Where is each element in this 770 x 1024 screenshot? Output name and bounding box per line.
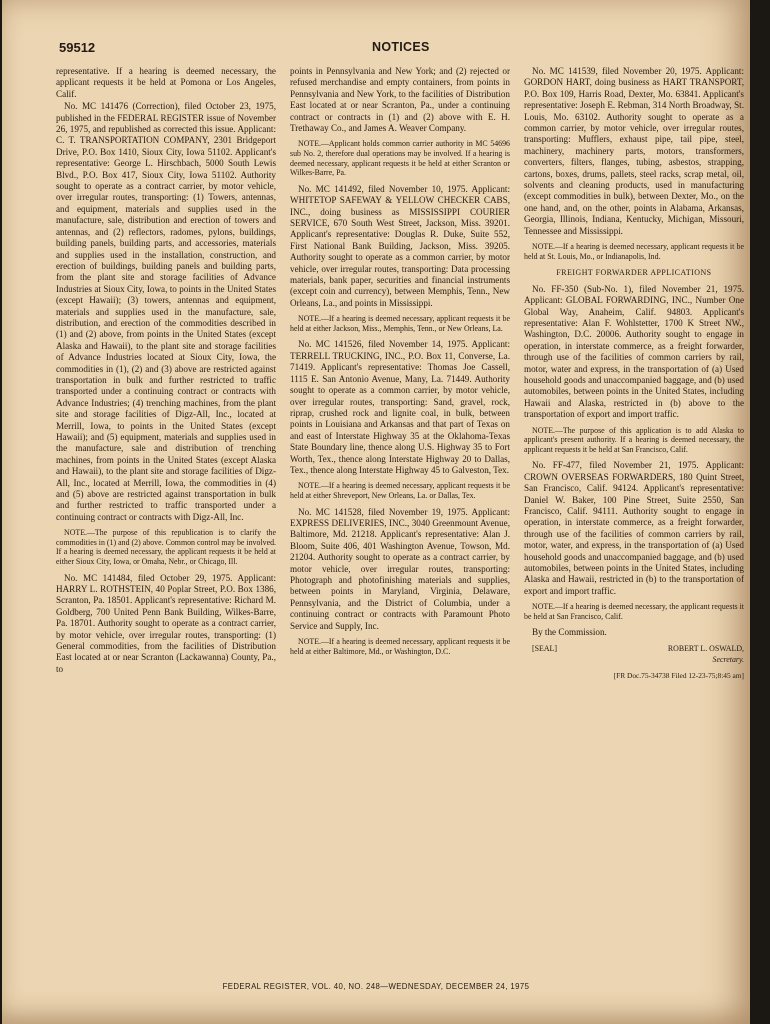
fr-doc-line: [FR Doc.75-34738 Filed 12-23-75;8:45 am] [613, 670, 744, 680]
seal-label: [SEAL] [532, 643, 557, 653]
note: NOTE.—If a hearing is deemed necessary, the applicant requests it be held at San Francisco, Calif. [524, 602, 744, 621]
paragraph: No. FF-350 (Sub-No. 1), filed November 21, 1975. Applicant: GLOBAL FORWARDING, INC., Number One Global Way, Anaheim, Calif. 94803. Applicant's representative: Alan F. Wohlstetter, 1700 K Street NW., Washington, D.C. 20006. Authority sought to engage in operation, in interstate commerce, as a freight forwarder, through use of the facilities of common carriers by rail, motor, water and express, in the transportation of (a) Used household goods and unaccompanied baggage, and (b) used automobiles, between points in the United States, including Hawaii and Alaska, restricted in (b) above to the transportation of export and import traffic. [524, 283, 744, 420]
note: NOTE.—If a hearing is deemed necessary, applicant requests it be held at either Baltimore, Md., or Washington, D.C. [290, 637, 510, 656]
signature-block [532, 643, 744, 654]
note: NOTE.—If a hearing is deemed necessary, applicant requests it be held at either Jackson, Miss., Memphis, Tenn., or New Orleans, La. [290, 314, 510, 333]
note: NOTE.—Applicant holds common carrier authority in MC 54696 sub No. 2, therefore dual operations may be involved. If a hearing is deemed necessary, applicant requests it be held at either Scranton or Wilkes-Barre, Pa. [290, 139, 510, 178]
column-3 [524, 66, 744, 964]
paragraph: No. MC 141526, filed November 14, 1975. Applicant: TERRELL TRUCKING, INC., P.O. Box 11, Converse, La. 71419. Applicant's representative: Thomas Joe Cassell, 1115 E. San Antonio Avenue, Many, La. 71449. Authority sought to operate as a common carrier, by motor vehicle, over irregular routes, transporting: Sand, gravel, rock, riprap, crushed rock and lignite coal, in bulk, between points in Louisiana and Arkansas and that part of Texas on and east of Interstate Highway 35 at the Oklahoma-Texas State Boundary line, thence along U.S. Highway 35 to Fort Worth, Tex., thence along Interstate Highway 20 to Dallas, Tex., thence along Interstate Highway 45 to Galveston, Tex. [290, 339, 510, 475]
text-columns [56, 66, 744, 964]
signer-name: ROBERT L. OSWALD, [667, 643, 744, 653]
paragraph: No. MC 141484, filed October 29, 1975. Applicant: HARRY L. ROTHSTEIN, 40 Poplar Street, P.O. Box 1386, Scranton, Pa. 18501. Applicant's representative: Richard M. Goldberg, 700 United Penn Bank Building, Wilkes-Barre, Pa. 18701. Authority sought to operate as a contract carrier, by motor vehicle, over irregular routes, transporting: (1) General commodities, from the facilities of Distribution East located at or near Scranton (Lackawanna) County, Pa., to [56, 572, 276, 674]
note: NOTE.—If a hearing is deemed necessary, applicant requests it be held at St. Louis, Mo., or Indianapolis, Ind. [524, 242, 744, 261]
note: NOTE.—The purpose of this republication is to clarify the commodities in (1) and (2) above. Common control may be involved. If a hearing is deemed necessary, the applicant requests it be held at either Sioux City, Iowa, or Omaha, Nebr., or Chicago, Ill. [56, 528, 276, 567]
signer-title: Secretary. [712, 655, 744, 665]
paragraph: No. MC 141539, filed November 20, 1975. Applicant: GORDON HART, doing business as HART TRANSPORT, P.O. Box 109, Harris Road, Dexter, Mo. 63841. Applicant's representative: Joseph E. Rebman, 314 North Broadway, St. Louis, Mo. 63102. Authority sought to operate as a common carrier, by motor vehicle, over irregular routes, transporting: Mufflers, exhaust pipe, tail pipe, steel, machinery, machinery parts, motors, transformers, converters, filters, flanges, tubing, asbestos, strapping, cartons, boxes, drums, pallets, steel racks, scrap metal, oil, solvents and cleaning products, used in manufacturing (except commodities in bulk), between Dexter, Mo., on the one hand, and, on the other, points in Alabama, Arkansas, Georgia, Illinois, Indiana, Kentucky, Michigan, Missouri, Tennessee and Mississippi. [524, 66, 744, 236]
page-number: 59512 [59, 40, 96, 55]
paragraph: No. MC 141492, filed November 10, 1975. Applicant: WHITETOP SAFEWAY & YELLOW CHECKER CABS, INC., doing business as MISSISSIPPI COURIER SERVICE, 670 South West Street, Jackson, Miss. 39201. Applicant's representative: Douglas R. Duke, Suite 552, First National Bank Building, Jackson, Miss. 39205. Authority sought to operate as a common carrier, by motor vehicle, over irregular routes, transporting: Data processing materials, bank paper, securities and financial instruments (except coin and currency), between Memphis, Tenn., New Orleans, La., and points in Mississippi. [290, 183, 510, 308]
paragraph: representative. If a hearing is deemed necessary, the applicant requests it be held at Pomona or Los Angeles, Calif. [56, 66, 276, 99]
page-footer: FEDERAL REGISTER, VOL. 40, NO. 248—WEDNESDAY, DECEMBER 24, 1975 [222, 982, 530, 991]
commission-line: By the Commission. [532, 627, 607, 638]
paragraph: No. FF-477, filed November 21, 1975. Applicant: CROWN OVERSEAS FORWARDERS, 180 Quint Street, San Francisco, Calif. 94124. Applicant's representative: Daniel W. Baker, 100 Pine Street, Suite 2550, San Francisco, Calif. 94111. Authority sought to engage in operation, in interstate commerce, as a freight forwarder, through use of the facilities of common carriers by rail, motor, water, and express, in the transportation of (a) Used household goods and unaccompanied baggage, and (b) used automobiles, between points in the United States, including Alaska and Hawaii, restricted in (b) to the transportation of export and import traffic. [524, 460, 744, 596]
document-page [2, 0, 750, 1024]
note: NOTE.—The purpose of this application is to add Alaska to applicant's present authority. If a hearing is deemed necessary, the applicant requests it be held at San Francisco, Calif. [524, 425, 744, 454]
paragraph: points in Pennsylvania and New York; and (2) rejected or refused merchandise and empty containers, from points in Pennsylvania and New York, to the facilities of Distribution East located at or near Scranton, Pa., under a continuing contract or contracts in (1) and (2) above with E. H. Trethaway Co., and James A. Weaver Company. [290, 66, 510, 134]
subheading: FREIGHT FORWARDER APPLICATIONS [556, 268, 712, 278]
note: NOTE.—If a hearing is deemed necessary, applicant requests it be held at either Shreveport, New Orleans, La. or Dallas, Tex. [290, 481, 510, 500]
section-title: NOTICES [372, 40, 430, 54]
column-2 [290, 66, 510, 964]
column-1 [56, 66, 276, 964]
paragraph: No. MC 141528, filed November 19, 1975. Applicant: EXPRESS DELIVERIES, INC., 3040 Greenmount Avenue, Baltimore, Md. 21218. Applicant's representative: Alan J. Bloom, Suite 406, 401 Washington Avenue, Towson, Md. 21204. Authority sought to operate as a contract carrier, by motor vehicle, over irregular routes, transporting: Photograph and photofinishing materials and supplies, between points in Maryland, Virginia, Delaware, Pennsylvania, and the District of Columbia, under a continuing contract or contracts with Paramount Photo Service and Supply, Inc. [290, 506, 510, 631]
paragraph: No. MC 141476 (Correction), filed October 23, 1975, published in the FEDERAL REGISTER issue of November 26, 1975, and republished as corrected this issue. Applicant: C. T. TRANSPORTATION COMPANY, 2301 Bridgeport Drive, P.O. Box 1410, Sioux City, Iowa 51102. Applicant's representative: George L. Hirschbach, 5000 South Lewis Blvd., P.O. Box 417, Sioux City, Iowa 51102. Authority sought to operate as a contract carrier, by motor vehicle, over irregular routes, transporting: (1) Towers, antennas, and equipment, materials and supplies used in the manufacture, sale, distribution and erection of towers and antennas, and (2) reflectors, radomes, pylons, buildings, building panels, building parts, and accessories, materials and supplies used in the installation, construction, and erection of buildings, building panels and building parts, from the plant site and storage facilities of Advance Industries at Sioux City, Iowa, to points in the United States (except Hawaii); (3) towers, antennas and equipment, materials and supplies used in the manufacture, sale, distribution, and erection of the commodities described in (1) and (2) above, from points in the United States (except Alaska and Hawaii), to the plant site and storage facilities of Advance Industries located at Sioux City, Iowa, the commodities in (1), (2) and (3) above are restricted against transportation in bulk and further restricted to traffic transported under a continuing contract or contracts with Advance Industries; (4) trenching machines, from the plant site and storage facilities of Digz-All, Inc., located at Merrill, Iowa, to points in the United States (except Hawaii); and (5) equipment, materials and supplies used in the manufacture, sale and distribution of trenching machines, from points in the United States (except Alaska and Hawaii), to the plant site and storage facilities of Digz-All, Inc., located at Merrill, Iowa, the commodities in (4) and (5) above are restricted against transportation in bulk and further restricted to traffic transported under a continuing contract or contracts with Digz-All, Inc. [56, 101, 276, 522]
